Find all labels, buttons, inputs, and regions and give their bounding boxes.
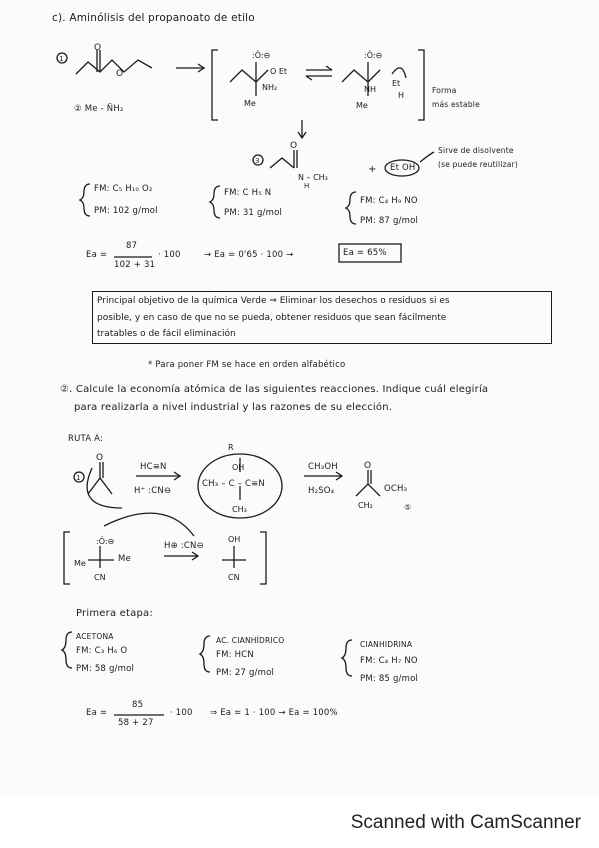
ea2-label: Ea = bbox=[86, 708, 108, 718]
sulfuric-acid: H₂SO₄ bbox=[308, 486, 335, 496]
svg-text::Ö:⊖: :Ö:⊖ bbox=[364, 51, 383, 60]
svg-text:+: + bbox=[368, 164, 377, 175]
box-line-1: Principal objetivo de la química Verde ⇒ Eliminar los desechos o residuos si es bbox=[97, 296, 450, 306]
svg-text:Me: Me bbox=[74, 559, 86, 568]
cyanohydrin-name: CIANHIDRINA bbox=[360, 640, 413, 649]
fm-order-note: * Para poner FM se hace en orden alfabético bbox=[148, 360, 346, 370]
scanner-footer bbox=[0, 796, 599, 848]
svg-text:O: O bbox=[290, 141, 298, 151]
acetone-name: ACETONA bbox=[76, 632, 114, 641]
question2-line1: ②. Calcule la economía atómica de las siguientes reacciones. Indique cuál elegiría bbox=[60, 384, 489, 395]
reagent-methylamine: ② Me - N̈H₂ bbox=[74, 104, 124, 114]
ea-multiplier: · 100 bbox=[158, 250, 181, 260]
och3-group: OCH₃ bbox=[384, 484, 408, 494]
methanol-reagent: CH₃OH bbox=[308, 462, 338, 472]
etoh-label: Et OH bbox=[390, 163, 416, 173]
pm-reactant1: PM: 102 g/mol bbox=[94, 206, 158, 216]
svg-text:CN: CN bbox=[94, 573, 106, 582]
svg-text:CH₃: CH₃ bbox=[232, 505, 247, 514]
ea-label: Ea = bbox=[86, 250, 108, 260]
box-line-2: posible, y en caso de que no se pueda, obtener residuos que sean fácilmente bbox=[97, 313, 447, 323]
svg-text:O: O bbox=[94, 43, 102, 53]
svg-text:1: 1 bbox=[59, 55, 64, 63]
svg-text:Me: Me bbox=[244, 99, 256, 108]
ea2-denominator: 58 + 27 bbox=[118, 718, 154, 728]
fm-reactant2: FM: C H₅ N bbox=[224, 188, 272, 198]
ea-denominator: 102 + 31 bbox=[114, 260, 156, 270]
svg-text:⑤: ⑤ bbox=[404, 503, 412, 512]
svg-text:O: O bbox=[96, 453, 104, 463]
svg-text:OH: OH bbox=[228, 535, 241, 544]
svg-text:O: O bbox=[364, 461, 372, 471]
hcn-fm: FM: HCN bbox=[216, 650, 254, 660]
svg-text:1: 1 bbox=[76, 474, 81, 482]
pm-reactant2: PM: 31 g/mol bbox=[224, 208, 283, 218]
svg-text:3: 3 bbox=[255, 157, 260, 165]
svg-text::Ö:⊖: :Ö:⊖ bbox=[96, 537, 115, 546]
h-cn-conditions: H⁺ :CN⊖ bbox=[134, 486, 172, 496]
acetone-fm: FM: C₃ H₆ O bbox=[76, 646, 128, 656]
hcn-pm: PM: 27 g/mol bbox=[216, 668, 275, 678]
note-forma: Forma bbox=[432, 86, 457, 95]
svg-text:CH₂: CH₂ bbox=[358, 501, 373, 510]
ea2-multiplier: · 100 bbox=[170, 708, 193, 718]
svg-text:O Et: O Et bbox=[270, 67, 288, 76]
cyanohydrin-fm: FM: C₄ H₇ NO bbox=[360, 656, 418, 666]
svg-text:R: R bbox=[228, 443, 234, 452]
ea-result: Ea = 65% bbox=[343, 248, 387, 258]
svg-text::Ö:⊖: :Ö:⊖ bbox=[252, 51, 271, 60]
note-reuse: (se puede reutilizar) bbox=[438, 160, 518, 169]
note-solvent: Sirve de disolvente bbox=[438, 146, 514, 155]
section-c-title: c). Aminólisis del propanoato de etilo bbox=[52, 12, 255, 24]
svg-text:CN: CN bbox=[228, 573, 240, 582]
ea-step: → Ea = 0'65 · 100 → bbox=[204, 250, 294, 260]
fm-product: FM: C₄ H₉ NO bbox=[360, 196, 418, 206]
svg-text:H: H bbox=[304, 182, 310, 190]
hcn-name: AC. CIANHÍDRICO bbox=[216, 636, 285, 645]
svg-text:Et: Et bbox=[392, 79, 401, 88]
ea2-numerator: 85 bbox=[132, 700, 144, 710]
hcn-mechanism: H⊕ :CN⊖ bbox=[164, 541, 204, 551]
camscanner-watermark: Scanned with CamScanner bbox=[350, 812, 581, 833]
pm-product: PM: 87 g/mol bbox=[360, 216, 419, 226]
cyanohydrin-pm: PM: 85 g/mol bbox=[360, 674, 419, 684]
svg-text:O: O bbox=[116, 69, 124, 79]
ea2-steps: ⇒ Ea = 1 · 100 → Ea = 100% bbox=[210, 708, 338, 718]
nitrile-structure: CH₃ – C – C≡N bbox=[202, 479, 265, 489]
note-estable: más estable bbox=[432, 100, 480, 109]
me-group: Me bbox=[118, 554, 131, 564]
svg-text:NH₂: NH₂ bbox=[262, 83, 278, 92]
box-line-3: tratables o de fácil eliminación bbox=[97, 329, 236, 339]
route-a-label: RUTA A: bbox=[68, 434, 104, 444]
question2-line2: para realizarla a nivel industrial y las razones de su elección. bbox=[74, 402, 393, 413]
ea-numerator: 87 bbox=[126, 241, 138, 251]
svg-text:OH: OH bbox=[232, 463, 245, 472]
svg-text:NH: NH bbox=[364, 85, 376, 94]
svg-text:Me: Me bbox=[356, 101, 368, 110]
primera-etapa-title: Primera etapa: bbox=[76, 608, 153, 619]
hcn-reagent: HC≡N bbox=[140, 462, 167, 472]
fm-reactant1: FM: C₅ H₁₀ O₂ bbox=[94, 184, 153, 194]
acetone-pm: PM: 58 g/mol bbox=[76, 664, 135, 674]
svg-text:H: H bbox=[398, 91, 405, 100]
svg-text:N – CH₃: N – CH₃ bbox=[298, 173, 328, 182]
